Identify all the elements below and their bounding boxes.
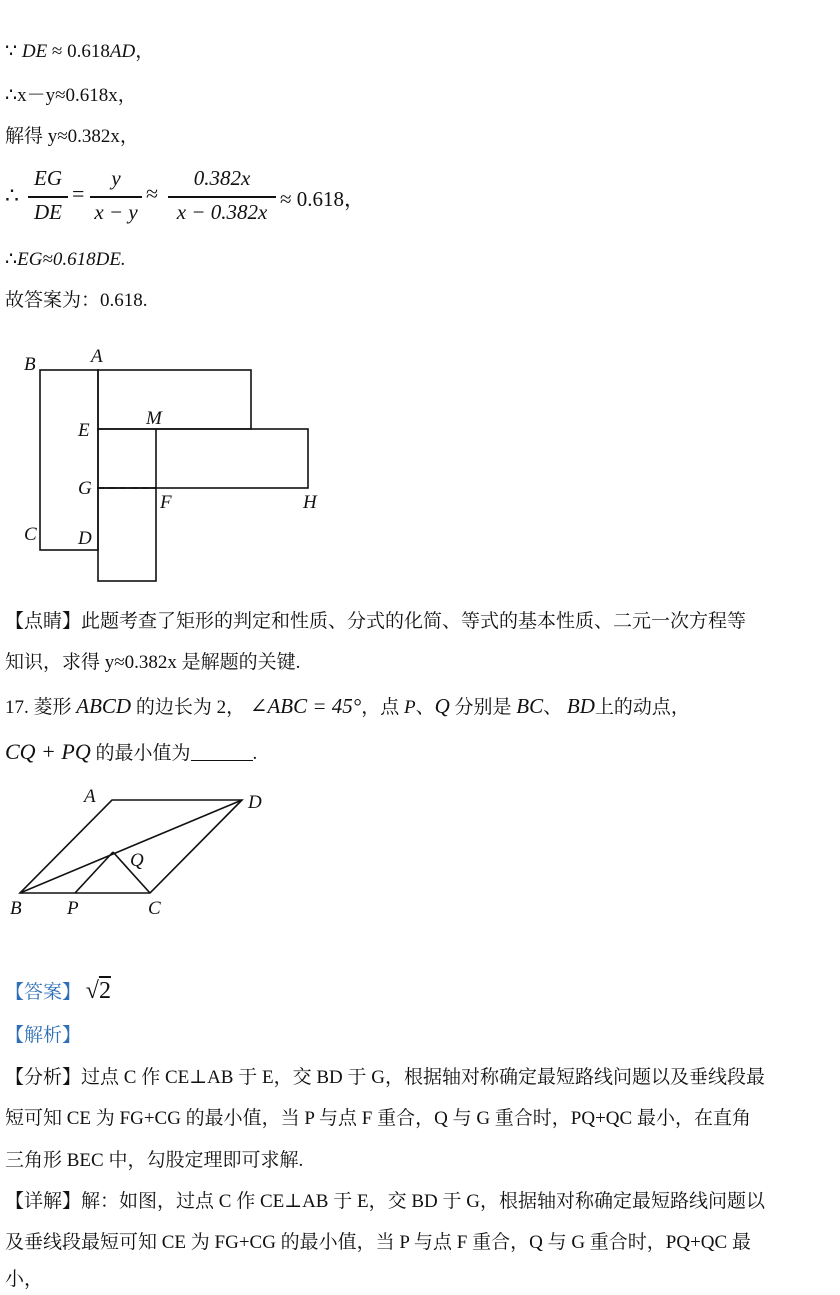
- label-d: D: [248, 792, 262, 813]
- label-d: D: [78, 528, 92, 549]
- segment-pq: [75, 852, 113, 893]
- fraction2-numerator: y: [111, 166, 121, 190]
- question-17-line1: [5, 694, 690, 720]
- q-text: ，点: [361, 697, 400, 718]
- label-f: F: [160, 492, 172, 513]
- approx-sign: ≈: [146, 181, 159, 206]
- dianjing-line1: [5, 610, 746, 634]
- dianjing-text: 此题考查了矩形的判定和性质、分式的化简、等式的基本性质、二元一次方程等: [81, 611, 747, 632]
- sqrt-value: 2: [98, 978, 111, 1004]
- answer-tag: 【答案】: [5, 982, 82, 1003]
- angle-term: ∠ABC = 45°: [249, 694, 362, 718]
- result-value: ≈ 0.618，: [280, 187, 366, 211]
- line-solve-y: 解得 y≈0.382x，: [5, 126, 139, 147]
- abcd-term: ABCD: [76, 694, 132, 718]
- separator: 、: [415, 697, 435, 718]
- ad-term: AD: [109, 41, 136, 62]
- diagonal-bd: [20, 800, 242, 893]
- dianjing-line2: 知识，求得 y≈0.382x 是解题的关键.: [5, 652, 301, 673]
- label-c: C: [148, 898, 161, 919]
- label-e: E: [78, 420, 90, 441]
- line-answer: 故答案为：0.618.: [5, 290, 148, 311]
- de-term: DE: [21, 41, 48, 62]
- cq-pq-term: CQ + PQ: [5, 739, 91, 764]
- q-text: 上的动点，: [594, 697, 690, 718]
- label-g: G: [78, 478, 92, 499]
- q-text: 分别是: [454, 697, 512, 718]
- fraction1-bar: [28, 196, 68, 198]
- period: .: [252, 743, 258, 764]
- xiangjie-text: 解：如图，过点 C 作 CE⊥AB 于 E，交 BD 于 G，根据轴对称确定最短路线问题以: [81, 1191, 765, 1212]
- label-q: Q: [130, 850, 144, 871]
- fraction1-denominator: DE: [34, 200, 62, 224]
- equation-text: x－y≈0.618x，: [17, 85, 137, 106]
- fraction3-numerator: 0.382x: [193, 166, 251, 190]
- therefore-symbol: ∴: [5, 249, 18, 270]
- xiangjie-line2: 及垂线段最短可知 CE 为 FG+CG 的最小值，当 P 与点 F 重合，Q 与 G 重合时，PQ+QC 最: [5, 1232, 751, 1253]
- label-b: B: [24, 354, 36, 375]
- sqrt-sign: √: [85, 978, 99, 1004]
- label-a: A: [84, 786, 96, 807]
- eg-equation: EG≈0.618DE.: [17, 249, 126, 270]
- fraction3-bar: [168, 196, 276, 198]
- fenxi-tag: 【分析】: [5, 1067, 82, 1088]
- rhombus-figure: [0, 780, 300, 930]
- therefore-symbol: ∴: [5, 85, 18, 106]
- bd-term: BD: [566, 694, 595, 718]
- rect-bcda: [40, 370, 98, 550]
- fraction2-denominator: x − y: [94, 200, 138, 224]
- p-term: P: [403, 697, 416, 718]
- label-a: A: [91, 346, 103, 367]
- line-eg-result: [5, 248, 126, 272]
- fraction3-denominator: x − 0.382x: [176, 200, 268, 224]
- xiangjie-line3: 小，: [5, 1269, 44, 1290]
- fenxi-text: 过点 C 作 CE⊥AB 于 E，交 BD 于 G，根据轴对称确定最短路线问题以及垂线段最: [81, 1067, 765, 1088]
- q-text: 菱形: [33, 697, 72, 718]
- because-symbol: ∵: [5, 41, 18, 62]
- analysis-tag: 【解析】: [5, 1025, 82, 1046]
- fraction2-bar: [90, 196, 142, 198]
- label-b: B: [10, 898, 22, 919]
- fenxi-line3: 三角形 BEC 中，勾股定理即可求解.: [5, 1150, 304, 1171]
- fenxi-line2: 短可知 CE 为 FG+CG 的最小值，当 P 与点 F 重合，Q 与 G 重合时，PQ+QC 最小，在直角: [5, 1108, 751, 1129]
- label-c: C: [24, 524, 37, 545]
- answer-line: [5, 979, 111, 1005]
- fraction1-numerator: EG: [34, 166, 62, 190]
- question-17-line2: [5, 740, 257, 766]
- rect-middle: [98, 429, 308, 488]
- answer-blank: [191, 742, 253, 761]
- q-term: Q: [434, 694, 450, 718]
- line-because-de: [5, 40, 154, 64]
- equals-sign: =: [72, 181, 85, 206]
- bc-term: BC: [516, 694, 544, 718]
- rect-bottom: [98, 488, 156, 581]
- rectangle-figure: [0, 340, 360, 590]
- q-text: 的边长为 2，: [135, 697, 246, 718]
- label-p: P: [67, 898, 79, 919]
- xiangjie-tag: 【详解】: [5, 1191, 82, 1212]
- dianjing-tag: 【点睛】: [5, 611, 82, 632]
- fenxi-line1: [5, 1066, 765, 1090]
- line-x-minus-y: [5, 84, 137, 108]
- question-number: 17.: [5, 697, 29, 718]
- separator: 、: [543, 697, 563, 718]
- label-m: M: [146, 408, 162, 429]
- rect-top: [98, 370, 251, 429]
- comma: ，: [135, 41, 155, 62]
- label-h: H: [303, 492, 317, 513]
- q-text: 的最小值为: [95, 743, 191, 764]
- xiangjie-line1: [5, 1190, 765, 1214]
- approx-value: ≈ 0.618: [47, 41, 110, 62]
- therefore-symbol: ∴: [5, 183, 19, 208]
